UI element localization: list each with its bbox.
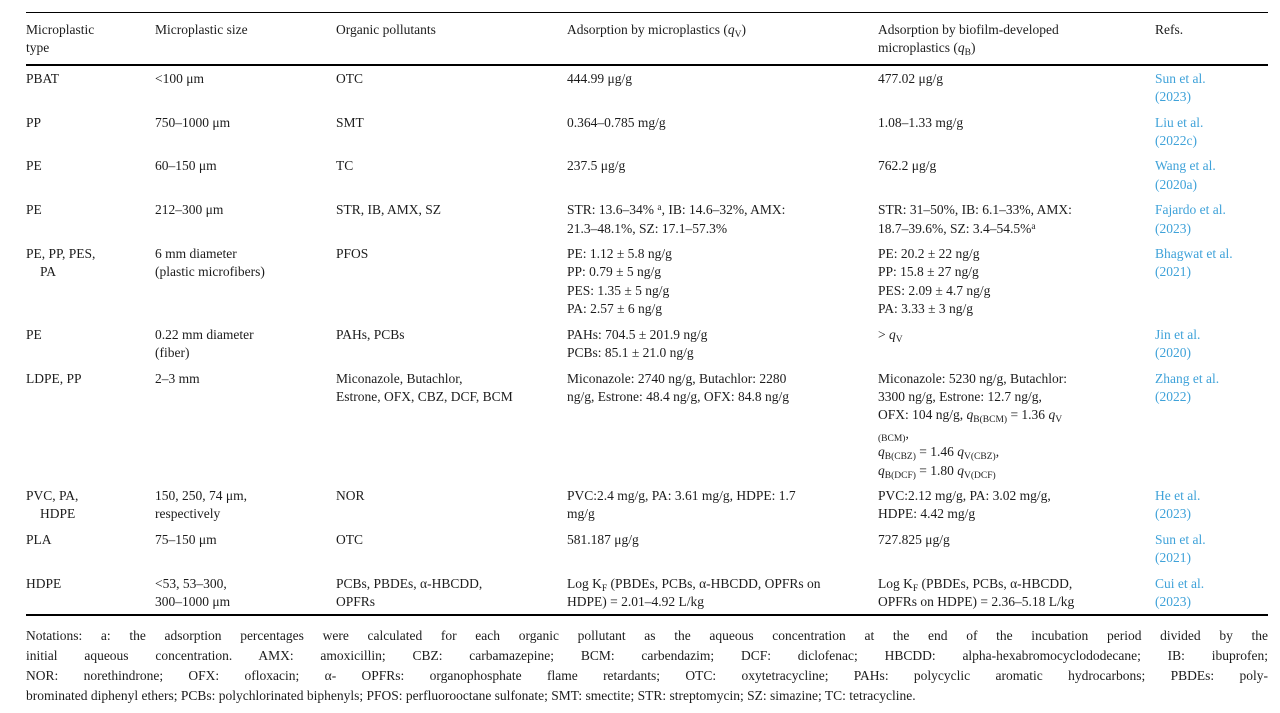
cell-qv: PAHs: 704.5 ± 201.9 ng/g PCBs: 85.1 ± 21.0 ng/g [567, 326, 708, 361]
cell-type: HDPE [26, 571, 155, 616]
cell-pollutants: OTC [336, 531, 363, 547]
cell-qb: STR: 31–50%, IB: 6.1–33%, AMX: 18.7–39.6%, SZ: 3.4–54.5%$^a$ [878, 202, 1072, 236]
table-note-line: Notations: a: the adsorption percentages were calculated for each organic pollutant as the aqueous concentration at the end of the incubation period divided by the [26, 628, 1268, 644]
table-row [26, 322, 1268, 366]
cell-pollutants: SMT [336, 114, 364, 130]
table-row [26, 366, 1268, 483]
cell-size: 75–150 μm [155, 531, 217, 547]
ref-link[interactable]: Cui et al. (2023) [1155, 575, 1205, 609]
cell-size: 212–300 μm [155, 202, 224, 218]
cell-size: <53, 53–300, 300–1000 μm [155, 571, 336, 616]
cell-ref [1155, 483, 1268, 527]
cell-ref [1155, 153, 1268, 197]
cell-ref [1155, 110, 1268, 154]
table-note-line: initial aqueous concentration. AMX: amoxicillin; CBZ: carbamazepine; BCM: carbendazim; DCF: diclofenac; HBCDD: alpha-hexabromocyclododecane; IB: ibuprofen; [26, 648, 1268, 664]
table-row [26, 571, 1268, 616]
cell-qb: Log $K_F$ (PBDEs, PCBs, α-HBCDD, OPFRs on HDPE) = 2.36–5.18 L/kg [878, 571, 1155, 616]
ref-link[interactable]: Liu et al. (2022c) [1155, 114, 1204, 149]
cell-qv: 237.5 μg/g [567, 158, 626, 174]
cell-type: PE [26, 158, 42, 174]
cell-qb: > $q_V$ [878, 326, 903, 345]
cell-ref [1155, 197, 1268, 241]
cell-type: PBAT [26, 70, 60, 86]
cell-qb: PE: 20.2 ± 22 ng/g PP: 15.8 ± 27 ng/g PES: 2.09 ± 4.7 ng/g PA: 3.33 ± 3 ng/g [878, 246, 991, 317]
table-note-line: brominated diphenyl ethers; PCBs: polychlorinated biphenyls; PFOS: perfluorooctane sulfonate; SMT: smectite; STR: streptomycin; SZ: simazine; TC: tetracycline. [26, 687, 916, 703]
cell-qv: 581.187 μg/g [567, 531, 639, 547]
cell-pollutants: Miconazole, Butachlor, Estrone, OFX, CBZ, DCF, BCM [336, 370, 513, 404]
cell-ref [1155, 65, 1268, 110]
cell-qv: 0.364–0.785 mg/g [567, 114, 666, 130]
cell-qb: 727.825 μg/g [878, 531, 950, 547]
ref-link[interactable]: He et al. (2023) [1155, 487, 1201, 522]
cell-type: LDPE, PP [26, 370, 82, 386]
ref-link[interactable]: Wang et al. (2020a) [1155, 158, 1216, 192]
table-row [26, 197, 1268, 241]
cell-type: PLA [26, 531, 52, 547]
adsorption-table [26, 12, 1268, 616]
table-row [26, 153, 1268, 197]
table-row [26, 527, 1268, 571]
cell-qv: 444.99 μg/g [567, 70, 632, 86]
column-header-size: Microplastic size [155, 13, 336, 65]
column-header-qv: Adsorption by microplastics $(q_V)$ [567, 13, 878, 65]
ref-link[interactable]: Jin et al. (2020) [1155, 326, 1201, 361]
ref-link[interactable]: Bhagwat et al. (2021) [1155, 246, 1233, 280]
cell-type: PE, PP, PES, PA [26, 246, 96, 280]
ref-link[interactable]: Zhang et al. (2022) [1155, 370, 1220, 404]
cell-size: 6 mm diameter (plastic microfibers) [155, 246, 265, 280]
cell-size: <100 μm [155, 70, 204, 86]
cell-qv: Miconazole: 2740 ng/g, Butachlor: 2280 ng/g, Estrone: 48.4 ng/g, OFX: 84.8 ng/g [567, 370, 789, 404]
ref-link[interactable]: Sun et al. (2023) [1155, 70, 1206, 105]
cell-size: 2–3 mm [155, 370, 200, 386]
table-note-line: NOR: norethindrone; OFX: ofloxacin; α- OPFRs: organophosphate flame retardants; OTC: oxytetracycline; PAHs: polycyclic aromatic hydrocarbons; PBDEs: poly- [26, 667, 1268, 683]
cell-ref [1155, 241, 1268, 322]
cell-qb: 1.08–1.33 mg/g [878, 114, 964, 130]
cell-ref [1155, 571, 1268, 616]
cell-pollutants: STR, IB, AMX, SZ [336, 202, 442, 218]
cell-pollutants: PCBs, PBDEs, α-HBCDD, OPFRs [336, 571, 567, 616]
cell-qv: STR: 13.6–34% $^a$, IB: 14.6–32%, AMX: 21.3–48.1%, SZ: 17.1–57.3% [567, 202, 786, 236]
cell-ref [1155, 322, 1268, 366]
cell-pollutants: PAHs, PCBs [336, 326, 405, 342]
cell-type: PE [26, 202, 42, 218]
table-row [26, 110, 1268, 154]
cell-type: PP [26, 114, 42, 130]
table-row [26, 65, 1268, 110]
cell-qv: PVC:2.4 mg/g, PA: 3.61 mg/g, HDPE: 1.7 mg/g [567, 487, 796, 522]
table-row [26, 483, 1268, 527]
cell-qb: PVC:2.12 mg/g, PA: 3.02 mg/g, HDPE: 4.42 mg/g [878, 487, 1051, 522]
column-header-type: Microplastic type [26, 13, 155, 65]
cell-size: 750–1000 μm [155, 114, 231, 130]
column-header-qb: Adsorption by biofilm-developed microplastics $(q_B)$ [878, 13, 1155, 65]
cell-qb: 762.2 μg/g [878, 158, 937, 174]
cell-pollutants: PFOS [336, 246, 369, 262]
cell-type: PVC, PA, HDPE [26, 487, 79, 522]
cell-size: 0.22 mm diameter (fiber) [155, 326, 254, 361]
column-header-ref: Refs. [1155, 13, 1268, 65]
cell-ref [1155, 527, 1268, 571]
cell-qb: Miconazole: 5230 ng/g, Butachlor: 3300 ng/g, Estrone: 12.7 ng/g, OFX: 104 ng/g, $q_{B(BCM)} = 1.36$ $q_V$ $_{(BCM)}$, $q_{B(CBZ)} = 1.46$ $q_{V(CBZ)}$, $q_{B(DCF)} = 1.80$ $q_{V(DCF)}$ [878, 370, 1067, 481]
cell-ref [1155, 366, 1268, 483]
cell-qv: PE: 1.12 ± 5.8 ng/g PP: 0.79 ± 5 ng/g PES: 1.35 ± 5 ng/g PA: 2.57 ± 6 ng/g [567, 246, 672, 317]
table-header-row [26, 13, 1268, 65]
cell-qv: Log $K_F$ (PBDEs, PCBs, α-HBCDD, OPFRs on HDPE) = 2.01–4.92 L/kg [567, 571, 878, 616]
cell-pollutants: NOR [336, 487, 365, 503]
cell-pollutants: OTC [336, 70, 363, 86]
column-header-pollutants: Organic pollutants [336, 13, 567, 65]
table-notes [26, 626, 1268, 705]
cell-pollutants: TC [336, 158, 354, 174]
table-row [26, 241, 1268, 322]
cell-type: PE [26, 326, 42, 342]
ref-link[interactable]: Fajardo et al. (2023) [1155, 202, 1226, 236]
cell-size: 150, 250, 74 μm, respectively [155, 487, 247, 522]
cell-qb: 477.02 μg/g [878, 70, 943, 86]
cell-size: 60–150 μm [155, 158, 217, 174]
ref-link[interactable]: Sun et al. (2021) [1155, 531, 1206, 566]
